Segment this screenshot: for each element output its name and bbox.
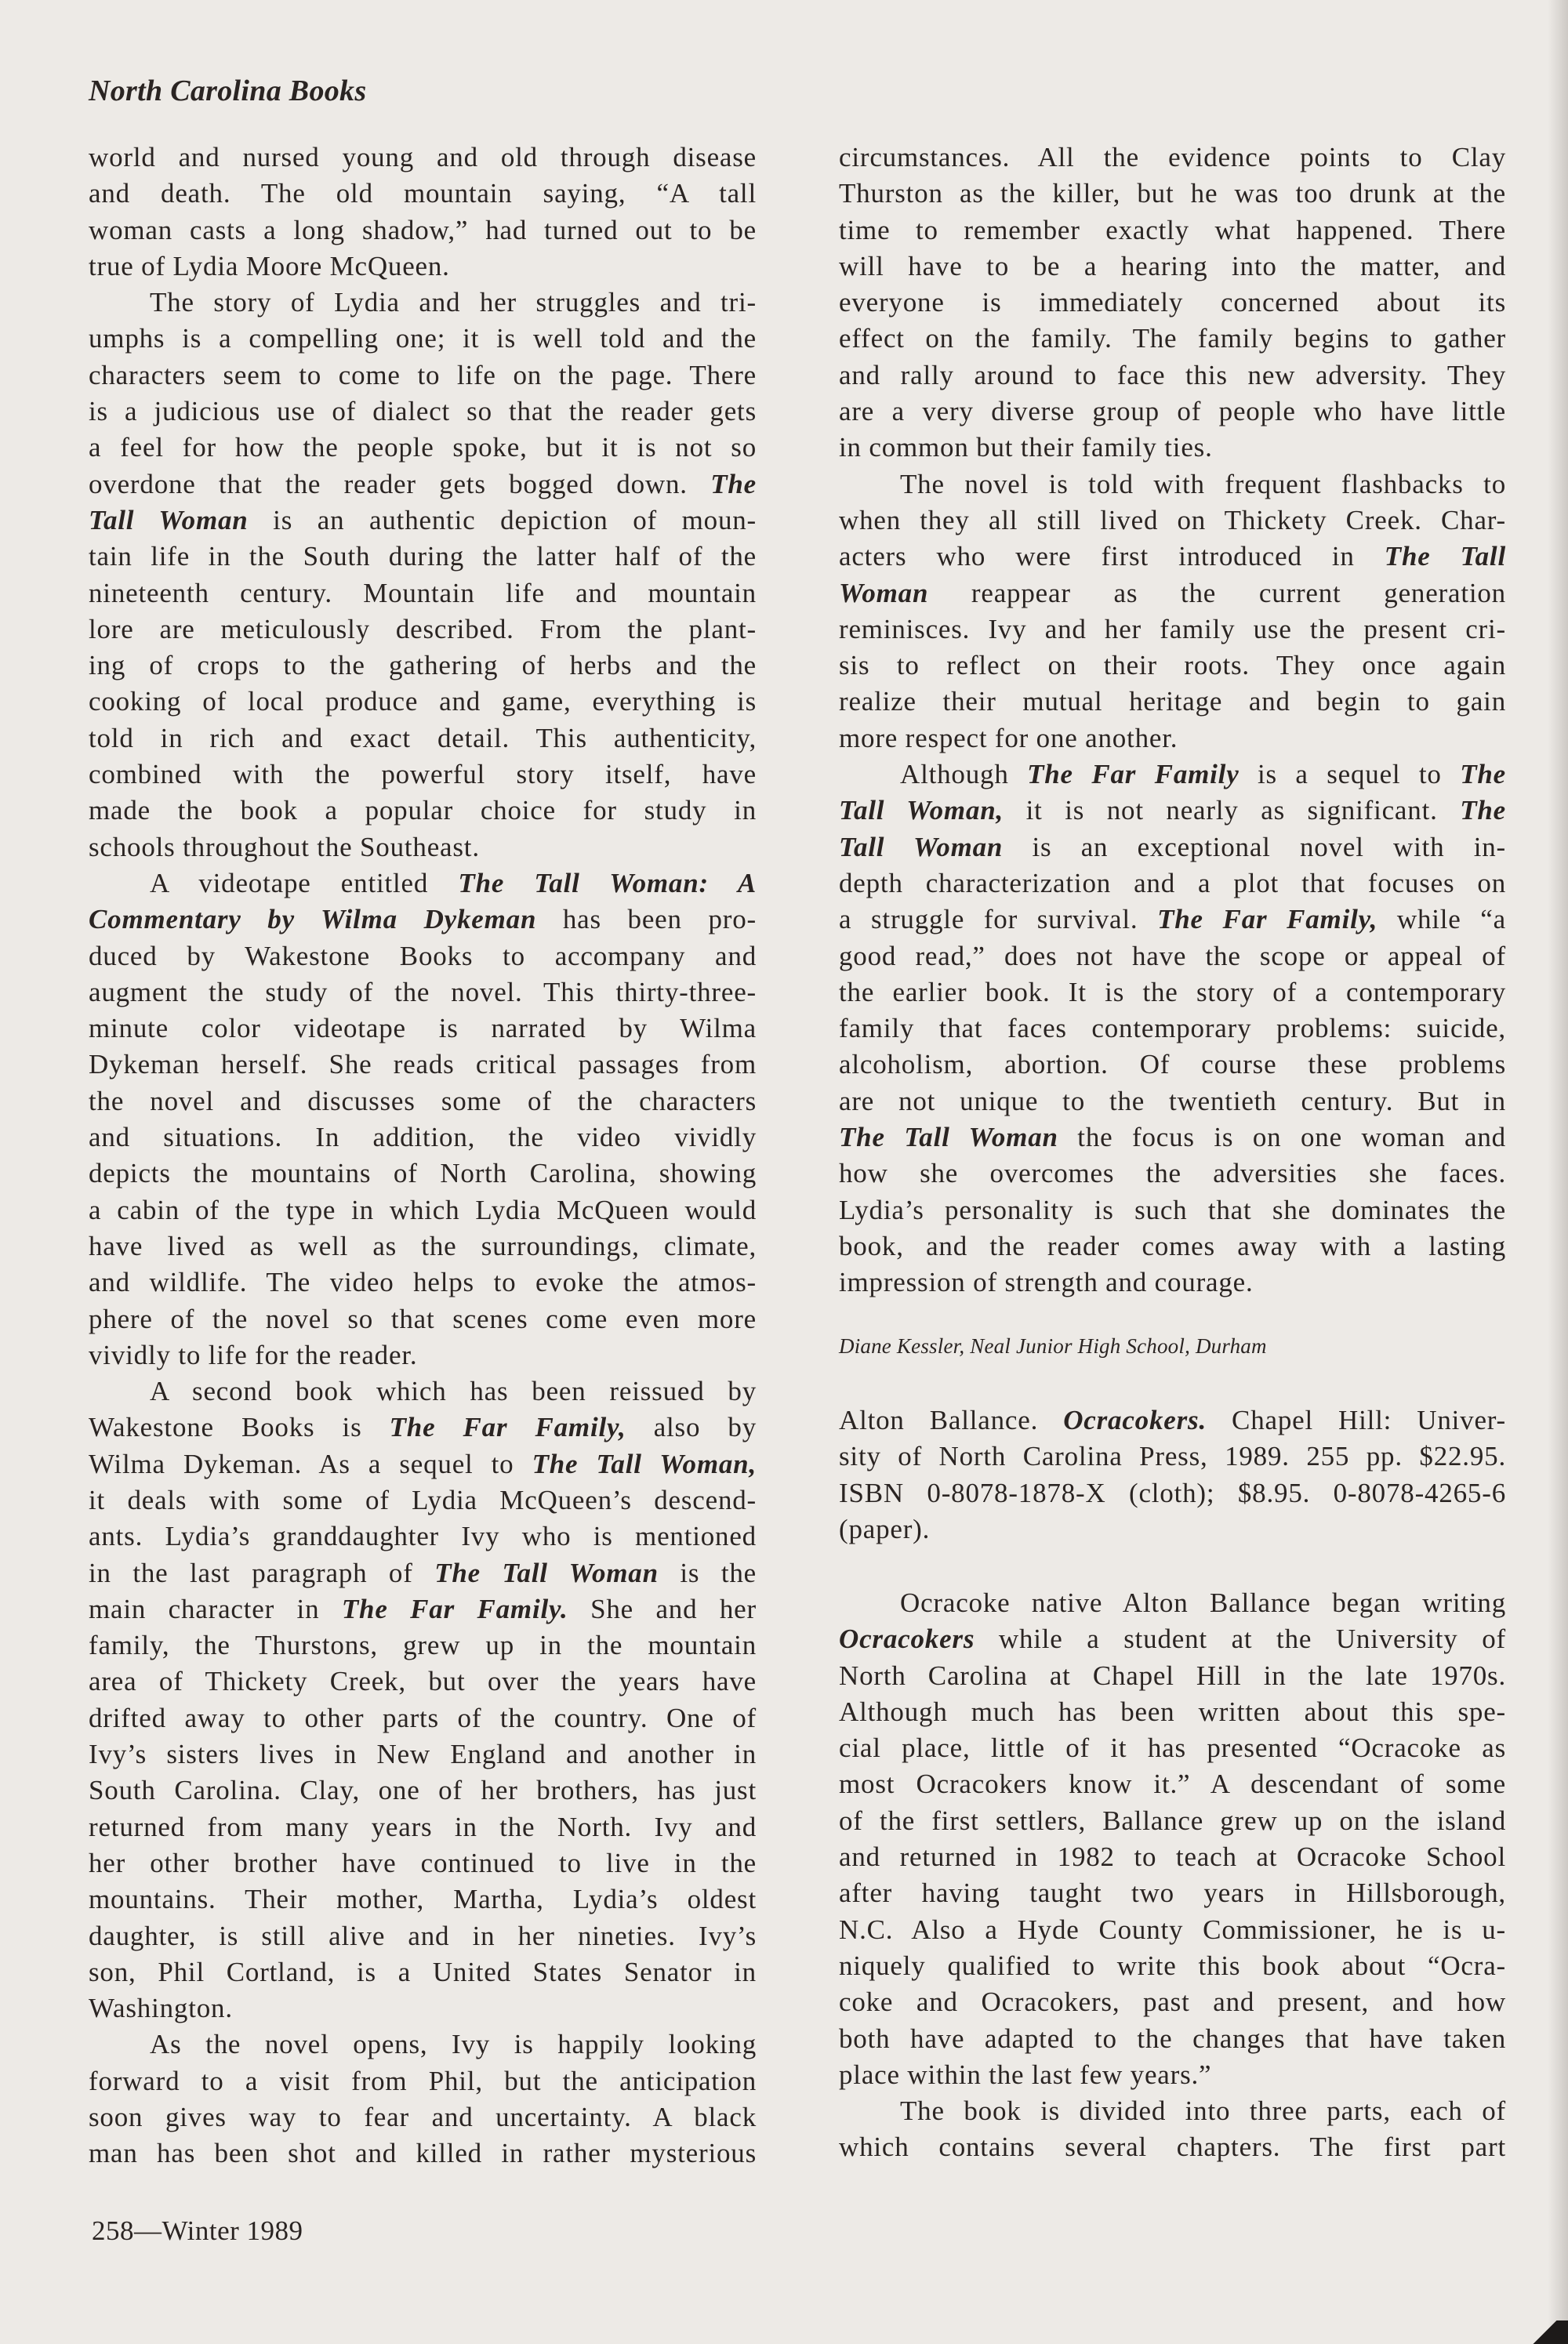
text-line: and death. The old mountain saying, “A tall [89, 178, 757, 209]
book-title: The Far Family. [341, 1593, 568, 1624]
text-line: more respect for one another. [839, 722, 1178, 753]
page-corner [1521, 2320, 1568, 2344]
text-line: vividly to life for the reader. [89, 1339, 418, 1370]
book-title: The Tall Woman: A [458, 867, 757, 898]
book-title: The [1460, 759, 1506, 790]
text-line: Wakestone Books is The Far Family, also by [89, 1412, 757, 1443]
text-line: both have adapted to the changes that have taken [839, 2023, 1506, 2054]
text-line: combined with the powerful story itself, have [89, 759, 757, 790]
text-line: family, the Thurstons, grew up in the mountain [89, 1630, 757, 1661]
text-line: and returned in 1982 to teach at Ocracoke School [839, 1841, 1506, 1873]
text-line: told in rich and exact detail. This authenticity, [89, 722, 757, 753]
text-line: place within the last few years.” [839, 2059, 1212, 2090]
text-line: A second book which has been reissued by [150, 1376, 757, 1407]
text-line: main character in The Far Family. She and her [89, 1593, 757, 1624]
text-line: ISBN 0-8078-1878-X (cloth); $8.95. 0-8078-4265-6 [839, 1477, 1506, 1508]
text-line: in common but their family ties. [839, 432, 1213, 463]
text-line: made the book a popular choice for study in [89, 795, 757, 826]
text-line: good read,” does not have the scope or appeal of [839, 940, 1506, 971]
left-column [89, 140, 757, 2172]
text-line: everyone is immediately concerned about its [839, 287, 1506, 318]
text-line: and situations. In addition, the video vividly [89, 1122, 757, 1153]
text-line: which contains several chapters. The first part [839, 2132, 1506, 2163]
text-line: effect on the family. The family begins to gather [839, 323, 1506, 354]
text-line: N.C. Also a Hyde County Commissioner, he is u- [839, 1914, 1506, 1945]
text-line: Tall Woman is an exceptional novel with in- [839, 831, 1507, 862]
book-title: The Tall Woman [434, 1557, 659, 1588]
text-line: a struggle for survival. The Far Family, while “a [839, 904, 1506, 935]
text-line: Dykeman herself. She reads critical passages from [89, 1049, 757, 1080]
text-line: realize their mutual heritage and begin to gain [839, 686, 1506, 717]
book-title: Woman [839, 577, 929, 608]
book-title: Commentary by Wilma Dykeman [89, 904, 537, 935]
text-line: when they all still lived on Thickety Creek. Char- [839, 504, 1506, 535]
text-line: a feel for how the people spoke, but it is not so [89, 432, 757, 463]
text-line: her other brother have continued to live in the [89, 1847, 757, 1878]
text-line: ing of crops to the gathering of herbs and the [89, 650, 757, 681]
text-line: how she overcomes the adversities she faces. [839, 1158, 1506, 1189]
text-line: of the first settlers, Ballance grew up on the island [839, 1805, 1506, 1836]
text-line: depth characterization and a plot that focuses on [839, 867, 1506, 898]
text-line: have lived as well as the surroundings, climate, [89, 1230, 757, 1261]
book-title: The Far Family [1027, 759, 1240, 790]
text-line: true of Lydia Moore McQueen. [89, 250, 450, 281]
text-line: daughter, is still alive and in her nineties. Ivy’s [89, 1920, 757, 1951]
text-line: Tall Woman, it is not nearly as significant. The [839, 795, 1506, 826]
text-line: time to remember exactly what happened. There [839, 214, 1506, 245]
text-line: area of Thickety Creek, but over the years have [89, 1666, 757, 1697]
text-line: sity of North Carolina Press, 1989. 255 pp. $22.95. [839, 1441, 1506, 1472]
text-line: The book is divided into three parts, each of [900, 2095, 1506, 2127]
text-line: schools throughout the Southeast. [89, 831, 480, 862]
text-line: South Carolina. Clay, one of her brothers, has just [89, 1775, 757, 1806]
text-line: overdone that the reader gets bogged down. The [89, 468, 757, 499]
text-line: and wildlife. The video helps to evoke the atmos- [89, 1267, 757, 1298]
text-line: Washington. [89, 1993, 233, 2024]
text-line: sis to reflect on their roots. They once again [839, 650, 1506, 681]
running-title: North Carolina Books [89, 74, 367, 107]
text-line: returned from many years in the North. Ivy and [89, 1811, 757, 1842]
text-line: depicts the mountains of North Carolina, showing [89, 1158, 757, 1189]
text-line: coke and Ocracokers, past and present, and how [839, 1987, 1506, 2018]
text-line: world and nursed young and old through disease [89, 142, 757, 172]
text-line: in the last paragraph of The Tall Woman is the [89, 1557, 757, 1588]
text-line: alcoholism, abortion. Of course these problems [839, 1049, 1506, 1080]
text-line: drifted away to other parts of the country. One of [89, 1702, 757, 1733]
text-line: umphs is a compelling one; it is well told and the [89, 323, 757, 354]
book-title: Tall Woman, [839, 795, 1004, 826]
text-line: book, and the reader comes away with a lasting [839, 1230, 1506, 1261]
text-line: impression of strength and courage. [839, 1267, 1254, 1298]
text-line: are not unique to the twentieth century. But in [839, 1085, 1506, 1116]
text-line: and rally around to face this new adversity. They [839, 359, 1506, 390]
text-line: A videotape entitled The Tall Woman: A [150, 867, 757, 898]
text-line: is a judicious use of dialect so that the reader gets [89, 396, 757, 427]
text-line: Ocracoke native Alton Ballance began writing [900, 1587, 1506, 1618]
text-line: tain life in the South during the latter half of the [89, 541, 757, 572]
text-line: most Ocracokers know it.” A descendant of some [839, 1769, 1506, 1800]
text-line: forward to a visit from Phil, but the anticipation [89, 2065, 757, 2096]
reviewer-credit: Diane Kessler, Neal Junior High School, Durham [839, 1334, 1267, 1358]
text-line: Thurston as the killer, but he was too drunk at the [839, 178, 1506, 209]
text-line: are a very diverse group of people who have little [839, 396, 1506, 427]
text-line: soon gives way to fear and uncertainty. A black [89, 2102, 757, 2133]
text-line: characters seem to come to life on the page. There [89, 359, 757, 390]
page-edge-shadow [1548, 0, 1568, 2344]
text-line: nineteenth century. Mountain life and mountain [89, 577, 757, 608]
text-line: family that faces contemporary problems: suicide, [839, 1013, 1506, 1044]
text-line: the earlier book. It is the story of a contemporary [839, 976, 1506, 1007]
text-line: the novel and discusses some of the characters [89, 1085, 757, 1116]
text-line: it deals with some of Lydia McQueen’s descend- [89, 1484, 757, 1515]
text-line: augment the study of the novel. This thirty-three- [89, 976, 757, 1007]
book-title: The Far Family, [389, 1412, 626, 1443]
text-line: lore are meticulously described. From the plant- [89, 613, 757, 644]
text-line: after having taught two years in Hillsborough, [839, 1878, 1506, 1909]
right-column-review-continued [839, 140, 1506, 1301]
text-line: As the novel opens, Ivy is happily looking [150, 2029, 757, 2060]
text-line: son, Phil Cortland, is a United States Senator in [89, 1956, 757, 1987]
text-line: Although much has been written about this spe- [839, 1696, 1506, 1727]
text-line: Tall Woman is an authentic depiction of moun- [89, 504, 757, 535]
book-citation [839, 1402, 1506, 1548]
book-title: Ocracokers [839, 1624, 975, 1655]
review-ocracokers [839, 1585, 1506, 2166]
book-title: The Far Family, [1157, 904, 1378, 935]
book-title: The [710, 468, 757, 499]
book-title: The [1460, 795, 1506, 826]
text-line: Commentary by Wilma Dykeman has been pro- [89, 904, 757, 935]
text-line: Ocracokers while a student at the University of [839, 1624, 1506, 1655]
book-title: The Tall Woman [839, 1122, 1058, 1153]
text-line: North Carolina at Chapel Hill in the late 1970s. [839, 1660, 1506, 1691]
text-line: The novel is told with frequent flashbacks to [900, 468, 1506, 499]
text-line: minute color videotape is narrated by Wilma [89, 1013, 757, 1044]
book-title: Ocracokers. [1063, 1405, 1207, 1435]
text-line: Woman reappear as the current generation [839, 577, 1506, 608]
text-line: Wilma Dykeman. As a sequel to The Tall Woman, [89, 1448, 757, 1479]
text-line: mountains. Their mother, Martha, Lydia’s oldest [89, 1884, 757, 1915]
text-line: woman casts a long shadow,” had turned out to be [89, 214, 757, 245]
text-line: cooking of local produce and game, everything is [89, 686, 757, 717]
book-title: Tall Woman [839, 831, 1004, 862]
text-line: The story of Lydia and her struggles and tri- [150, 287, 757, 318]
text-line: Alton Ballance. Ocracokers. Chapel Hill: Univer- [839, 1405, 1506, 1435]
text-line: a cabin of the type in which Lydia McQueen would [89, 1194, 757, 1225]
text-line: Lydia’s personality is such that she dominates the [839, 1194, 1506, 1225]
text-line: niquely qualified to write this book about “Ocra- [839, 1950, 1506, 1981]
text-line: will have to be a hearing into the matter, and [839, 250, 1506, 281]
text-line: reminisces. Ivy and her family use the present cri- [839, 613, 1506, 644]
text-line: circumstances. All the evidence points to Clay [839, 142, 1506, 172]
page-number: 258—Winter 1989 [92, 2215, 303, 2246]
text-line: Although The Far Family is a sequel to The [900, 759, 1506, 790]
text-line: phere of the novel so that scenes come even more [89, 1303, 757, 1334]
text-line: (paper). [839, 1513, 931, 1544]
book-title: The Tall Woman, [532, 1448, 757, 1479]
text-line: man has been shot and killed in rather mysterious [89, 2138, 757, 2169]
text-line: ants. Lydia’s granddaughter Ivy who is mentioned [89, 1521, 757, 1552]
text-line: acters who were first introduced in The Tall [839, 541, 1506, 572]
text-line: cial place, little of it has presented “Ocracoke as [839, 1733, 1506, 1764]
text-line: duced by Wakestone Books to accompany and [89, 940, 757, 971]
book-title: The Tall [1384, 541, 1506, 572]
text-line: Ivy’s sisters lives in New England and another in [89, 1739, 757, 1770]
text-line: The Tall Woman the focus is on one woman and [839, 1122, 1506, 1153]
book-title: Tall Woman [89, 504, 249, 535]
